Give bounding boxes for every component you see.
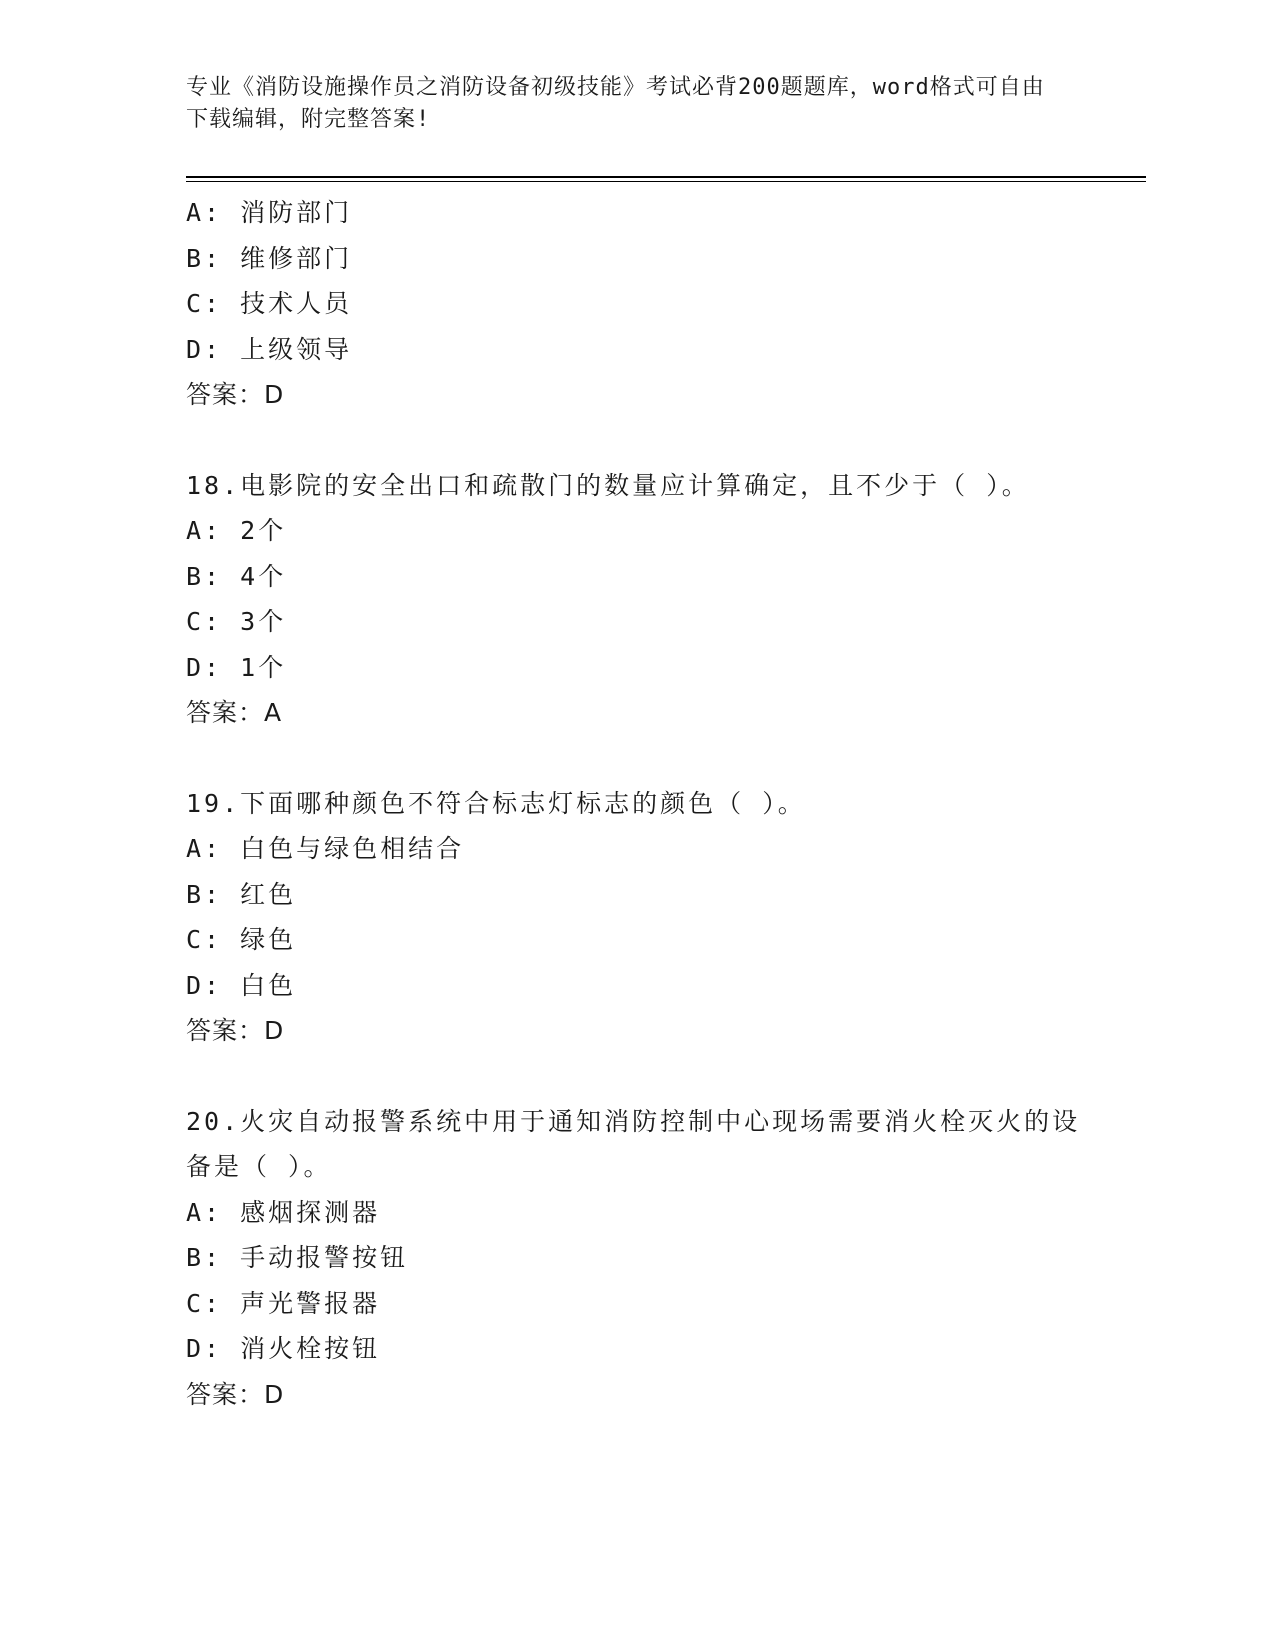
question-block-19 [186,781,1086,1054]
header-rule-thin [186,181,1146,182]
document-header: 专业《消防设施操作员之消防设备初级技能》考试必背200题题库，word格式可自由下载编辑，附完整答案! [186,75,1045,132]
option-b: B: 4个 [186,561,287,591]
option-a: A: 2个 [186,516,287,545]
option-d: D: 上级领导 [186,334,353,364]
option-c: C: 绿色 [186,925,297,954]
question-stem: 19.下面哪种颜色不符合标志灯标志的颜色（ ）。 [186,788,806,818]
option-a: A: 白色与绿色相结合 [186,834,465,863]
question-list [186,190,1086,1417]
answer: 答案：D [186,1379,285,1409]
option-d: D: 白色 [186,970,297,1000]
option-b: B: 手动报警按钮 [186,1243,409,1272]
option-c: C: 声光警报器 [186,1288,381,1318]
question-block-18 [186,463,1086,736]
option-b: B: 红色 [186,879,297,909]
answer: 答案：D [186,380,285,409]
question-block-17 [186,190,1086,418]
question-block-20 [186,1099,1086,1418]
header-rule-thick [186,176,1146,178]
question-stem: 18.电影院的安全出口和疏散门的数量应计算确定，且不少于（ ）。 [186,470,1030,500]
option-c: C: 3个 [186,607,287,636]
option-d: D: 消火栓按钮 [186,1334,381,1363]
question-stem: 20.火灾自动报警系统中用于通知消防控制中心现场需要消火栓灭火的设备是（ ）。 [186,1106,1081,1181]
answer: 答案：A [186,698,283,727]
option-d: D: 1个 [186,652,287,682]
option-a: A: 消防部门 [186,198,353,227]
option-c: C: 技术人员 [186,289,353,318]
option-b: B: 维修部门 [186,243,353,273]
answer: 答案：D [186,1016,285,1045]
option-a: A: 感烟探测器 [186,1197,381,1227]
